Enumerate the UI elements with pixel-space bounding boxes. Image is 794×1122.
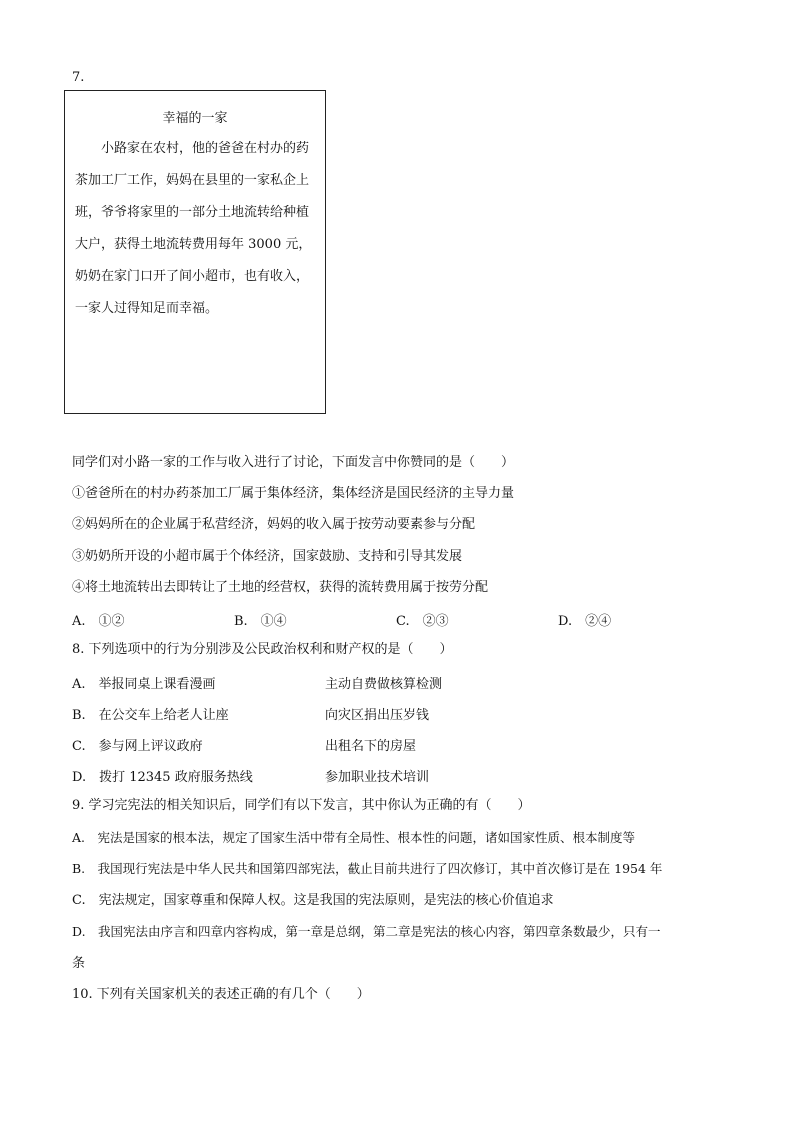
statement-2: ②妈妈所在的企业属于私营经济，妈妈的收入属于按劳动要素参与分配 (72, 517, 476, 532)
statement-1: ①爸爸所在的村办药茶加工厂属于集体经济，集体经济是国民经济的主导力量 (72, 486, 515, 501)
question-9-stem: 9. 学习完宪法的相关知识后，同学们有以下发言，其中你认为正确的有（ ） (72, 798, 531, 813)
story-line: 小路家在农村，他的爸爸在村办的药 (75, 141, 310, 156)
story-line: 茶加工厂工作，妈妈在县里的一家私企上 (75, 173, 310, 188)
q8-option-c-right: 出租名下的房屋 (325, 739, 417, 754)
story-line: 一家人过得知足而幸福。 (75, 301, 219, 316)
story-title: 幸福的一家 (162, 111, 228, 126)
q9-option-d: D. 我国宪法由序言和四章内容构成，第一章是总纲，第二章是宪法的核心内容，第四章条数最少，只有一 (72, 924, 661, 939)
question-8-stem: 8. 下列选项中的行为分别涉及公民政治权利和财产权的是（ ） (72, 642, 453, 657)
q7-option-c: C. ②③ (396, 614, 449, 629)
q8-option-a-right: 主动自费做核算检测 (325, 677, 443, 692)
q8-option-a-left: A. 举报同桌上课看漫画 (72, 677, 216, 692)
q9-option-d-continued: 条 (72, 956, 86, 971)
statement-3: ③奶奶所开设的小超市属于个体经济，国家鼓励、支持和引导其发展 (72, 549, 463, 564)
statement-4: ④将土地流转出去即转让了土地的经营权，获得的流转费用属于按劳分配 (72, 580, 489, 595)
question-7-number: 7. (72, 70, 85, 85)
question-10-stem: 10. 下列有关国家机关的表述正确的有几个（ ） (72, 987, 370, 1002)
q9-option-a: A. 宪法是国家的根本法，规定了国家生活中带有全局性、根本性的问题，诸如国家性质、根本制度等 (72, 830, 636, 845)
q8-option-b-left: B. 在公交车上给老人让座 (72, 708, 229, 723)
q7-option-a: A. ①② (72, 614, 125, 629)
q7-option-b: B. ①④ (234, 614, 287, 629)
q8-option-b-right: 向灾区捐出压岁钱 (325, 708, 430, 723)
story-line: 大户，获得土地流转费用每年 3000 元， (75, 237, 312, 252)
q9-option-b: B. 我国现行宪法是中华人民共和国第四部宪法，截止目前共进行了四次修订，其中首次修订是在 1954 年 (72, 861, 663, 876)
q8-option-d-left: D. 拨打 12345 政府服务热线 (72, 770, 253, 785)
q7-option-d: D. ②④ (558, 614, 612, 629)
story-line: 奶奶在家门口开了间小超市，也有收入， (75, 269, 310, 284)
story-line: 班，爷爷将家里的一部分土地流转给种植 (75, 205, 310, 220)
q8-option-c-left: C. 参与网上评议政府 (72, 739, 203, 754)
q8-option-d-right: 参加职业技术培训 (325, 770, 430, 785)
q9-option-c: C. 宪法规定，国家尊重和保障人权。这是我国的宪法原则，是宪法的核心价值追求 (72, 893, 554, 908)
question-7-stem: 同学们对小路一家的工作与收入进行了讨论，下面发言中你赞同的是（ ） (72, 455, 515, 470)
story-box (64, 90, 326, 414)
